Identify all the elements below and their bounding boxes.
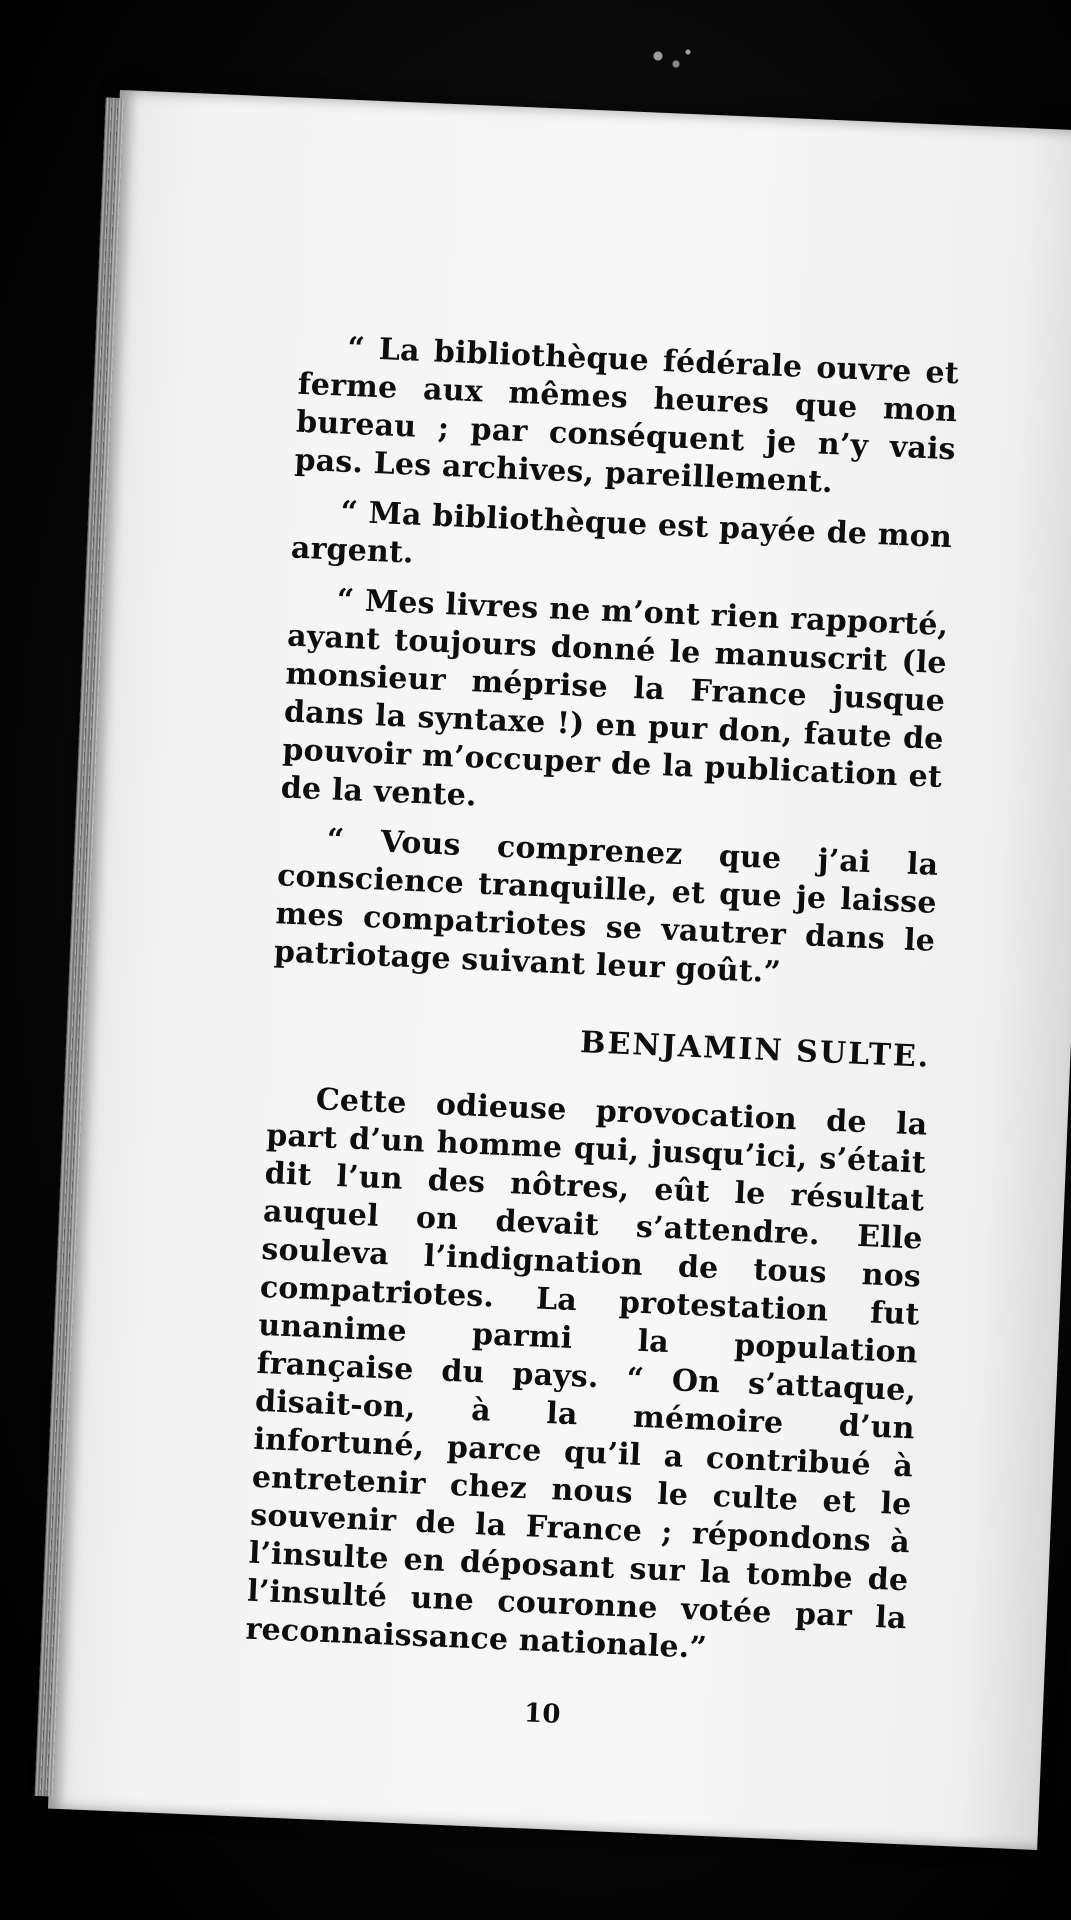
quote-paragraph-library: “ La bibliothèque fédérale ouvre et ferme aux mêmes heures que mon bureau ; par conséquent je n’y vais pas. Les archives, pareillement. [293,330,960,501]
author-signature: BENJAMIN SULTE. [579,1025,931,1075]
quote-paragraph-books: “ Mes livres ne m’ont rien rapporté, ayant toujours donné le manuscrit (le monsieur méprise la France jusque dans la syntaxe !) en pur don, faute de pouvoir m’occuper de la publication et de la vente. [280,582,950,814]
page-text-block [242,328,960,1748]
book-page [48,90,1071,1850]
page-number: 10 [523,1698,562,1730]
closing-paragraph: Cette odieuse provocation de la part d’un homme qui, jusqu’ici, s’était dit l’un des nôtres, eût le résultat auquel on devait s’attendre. Elle souleva l’indignation de tous nos compatriotes. La protestation fut unanime parmi la population française du pays. “ On s’attaque, disait-on, à la mémoire d’un infortuné, parce qu’il a contribué à entretenir chez nous le culte et le souvenir de la France ; répondons à l’insulte en déposant sur la tombe de l’insulté une couronne votée par la reconnaissance nationale.” [244,1082,929,1666]
paper-specks [640,40,700,80]
quote-paragraph-money: “ Ma bibliothèque est payée de mon argent. [290,494,953,571]
page-edge-binding [34,97,123,1796]
quote-paragraph-conscience: “ Vous comprenez que j’ai la conscience tranquille, et que je laisse mes compatriotes se vautrer dans le patriotage suivant leur goût.” [273,822,939,991]
